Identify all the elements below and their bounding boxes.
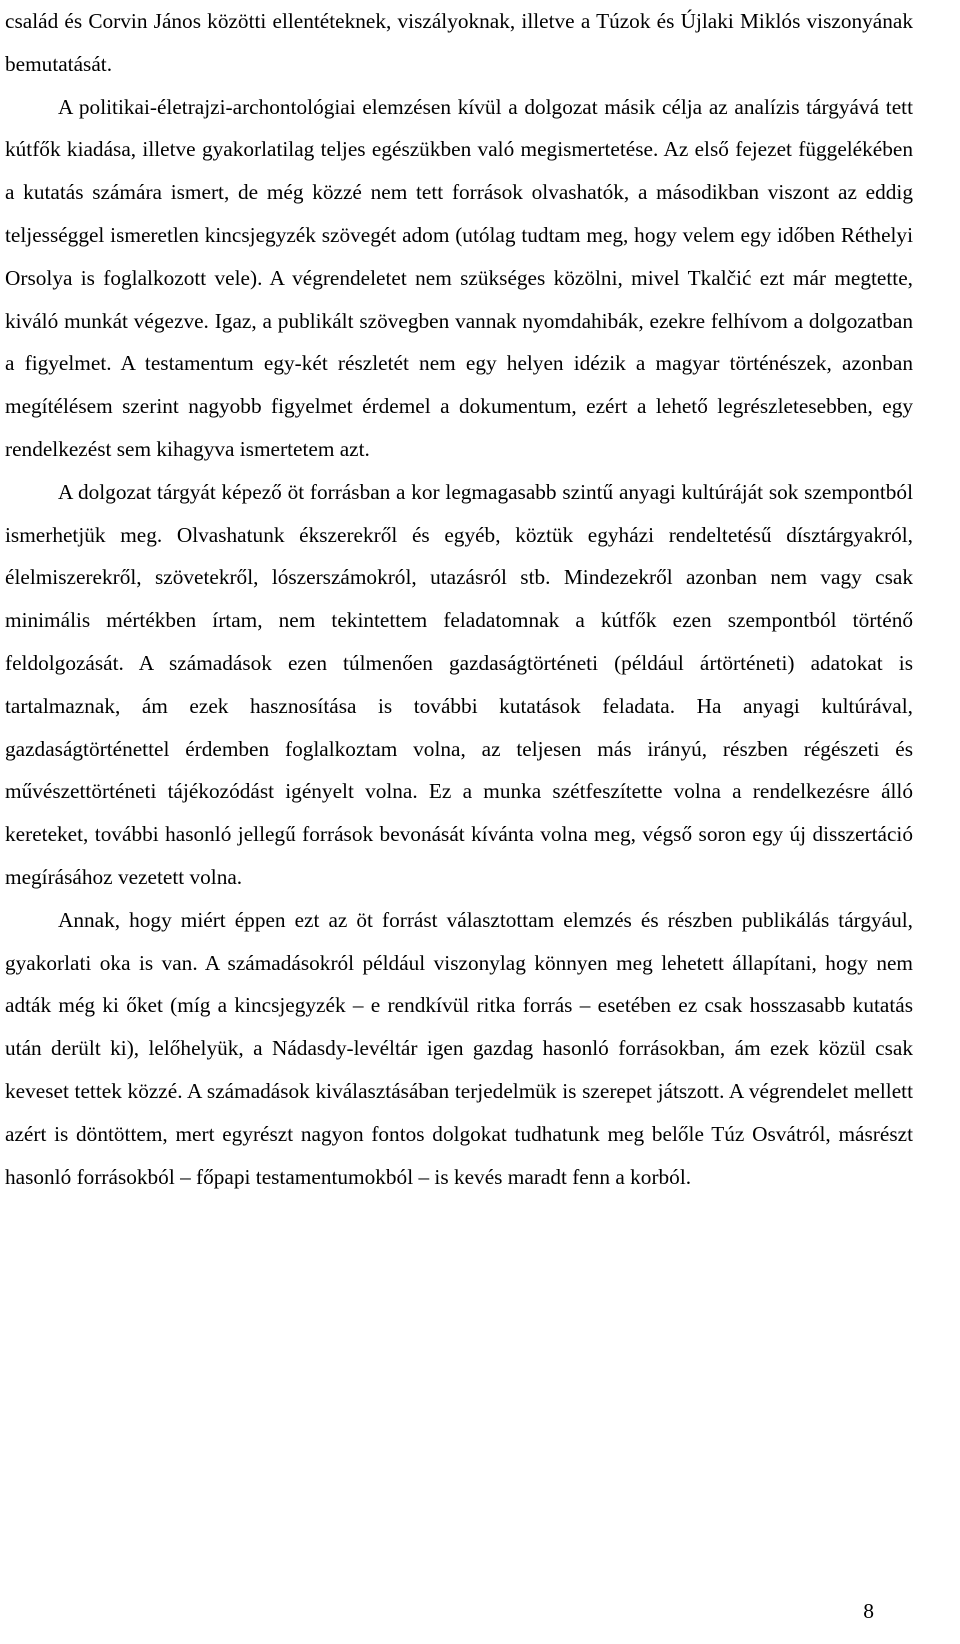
body-text	[5, 0, 913, 1198]
page-number: 8	[863, 1599, 874, 1623]
paragraph-2: A politikai-életrajzi-archontológiai elemzésen kívül a dolgozat másik célja az analízis tárgyává tett kútfők kiadása, illetve gyakorlatilag teljes egészükben való megismertetése. Az első fejezet függelékében a kutatás számára ismert, de még közzé nem tett források olvashatók, a másodikban viszont az eddig teljességgel ismeretlen kincsjegyzék szövegét adom (utólag tudtam meg, hogy velem egy időben Réthelyi Orsolya is foglalkozott vele). A végrendeletet nem szükséges közölni, mivel Tkalčić ezt már megtette, kiváló munkát végezve. Igaz, a publikált szövegben vannak nyomdahibák, ezekre felhívom a dolgozatban a figyelmet. A testamentum egy-két részletét nem egy helyen idézik a magyar történészek, azonban megítélésem szerint nagyobb figyelmet érdemel a dokumentum, ezért a lehető legrészletesebben, egy rendelkezést sem kihagyva ismertetem azt.	[5, 94, 913, 461]
paragraph-3: A dolgozat tárgyát képező öt forrásban a kor legmagasabb szintű anyagi kultúráját sok szempontból ismerhetjük meg. Olvashatunk ékszerekről és egyéb, köztük egyházi rendeltetésű dísztárgyakról, élelmiszerekről, szövetekről, lószerszámokról, utazásról stb. Mindezekről azonban nem vagy csak minimális mértékben írtam, nem tekintettem feladatomnak a kútfők ezen szempontból történő feldolgozását. A számadások ezen túlmenően gazdaságtörténeti (például ártörténeti) adatokat is tartalmaznak, ám ezek hasznosítása is további kutatások feladata. Ha anyagi kultúrával, gazdaságtörténettel érdemben foglalkoztam volna, az teljesen más irányú, részben régészeti és művészettörténeti tájékozódást igényelt volna. Ez a munka szétfeszítette volna a rendelkezésre álló kereteket, további hasonló jellegű források bevonását kívánta volna meg, végső soron egy új disszertáció megírásához vezetett volna.	[5, 479, 913, 889]
paragraph-1: család és Corvin János közötti ellentéteknek, viszályoknak, illetve a Túzok és Újlaki Miklós viszonyának bemutatását.	[5, 9, 913, 76]
paragraph-4: Annak, hogy miért éppen ezt az öt forrást választottam elemzés és részben publikálás tárgyául, gyakorlati oka is van. A számadásokról például viszonylag könnyen meg lehetett állapítani, hogy nem adták még ki őket (míg a kincsjegyzék – e rendkívül ritka forrás – esetében ez csak hosszasabb kutatás után derült ki), lelőhelyük, a Nádasdy-levéltár igen gazdag hasonló forrásokban, ám ezek közül csak keveset tettek közzé. A számadások kiválasztásában terjedelmük is szerepet játszott. A végrendelet mellett azért is döntöttem, mert egyrészt nagyon fontos dolgokat tudhatunk meg belőle Túz Osvátról, másrészt hasonló forrásokból – főpapi testamentumokból – is kevés maradt fenn a korból.	[5, 907, 913, 1189]
